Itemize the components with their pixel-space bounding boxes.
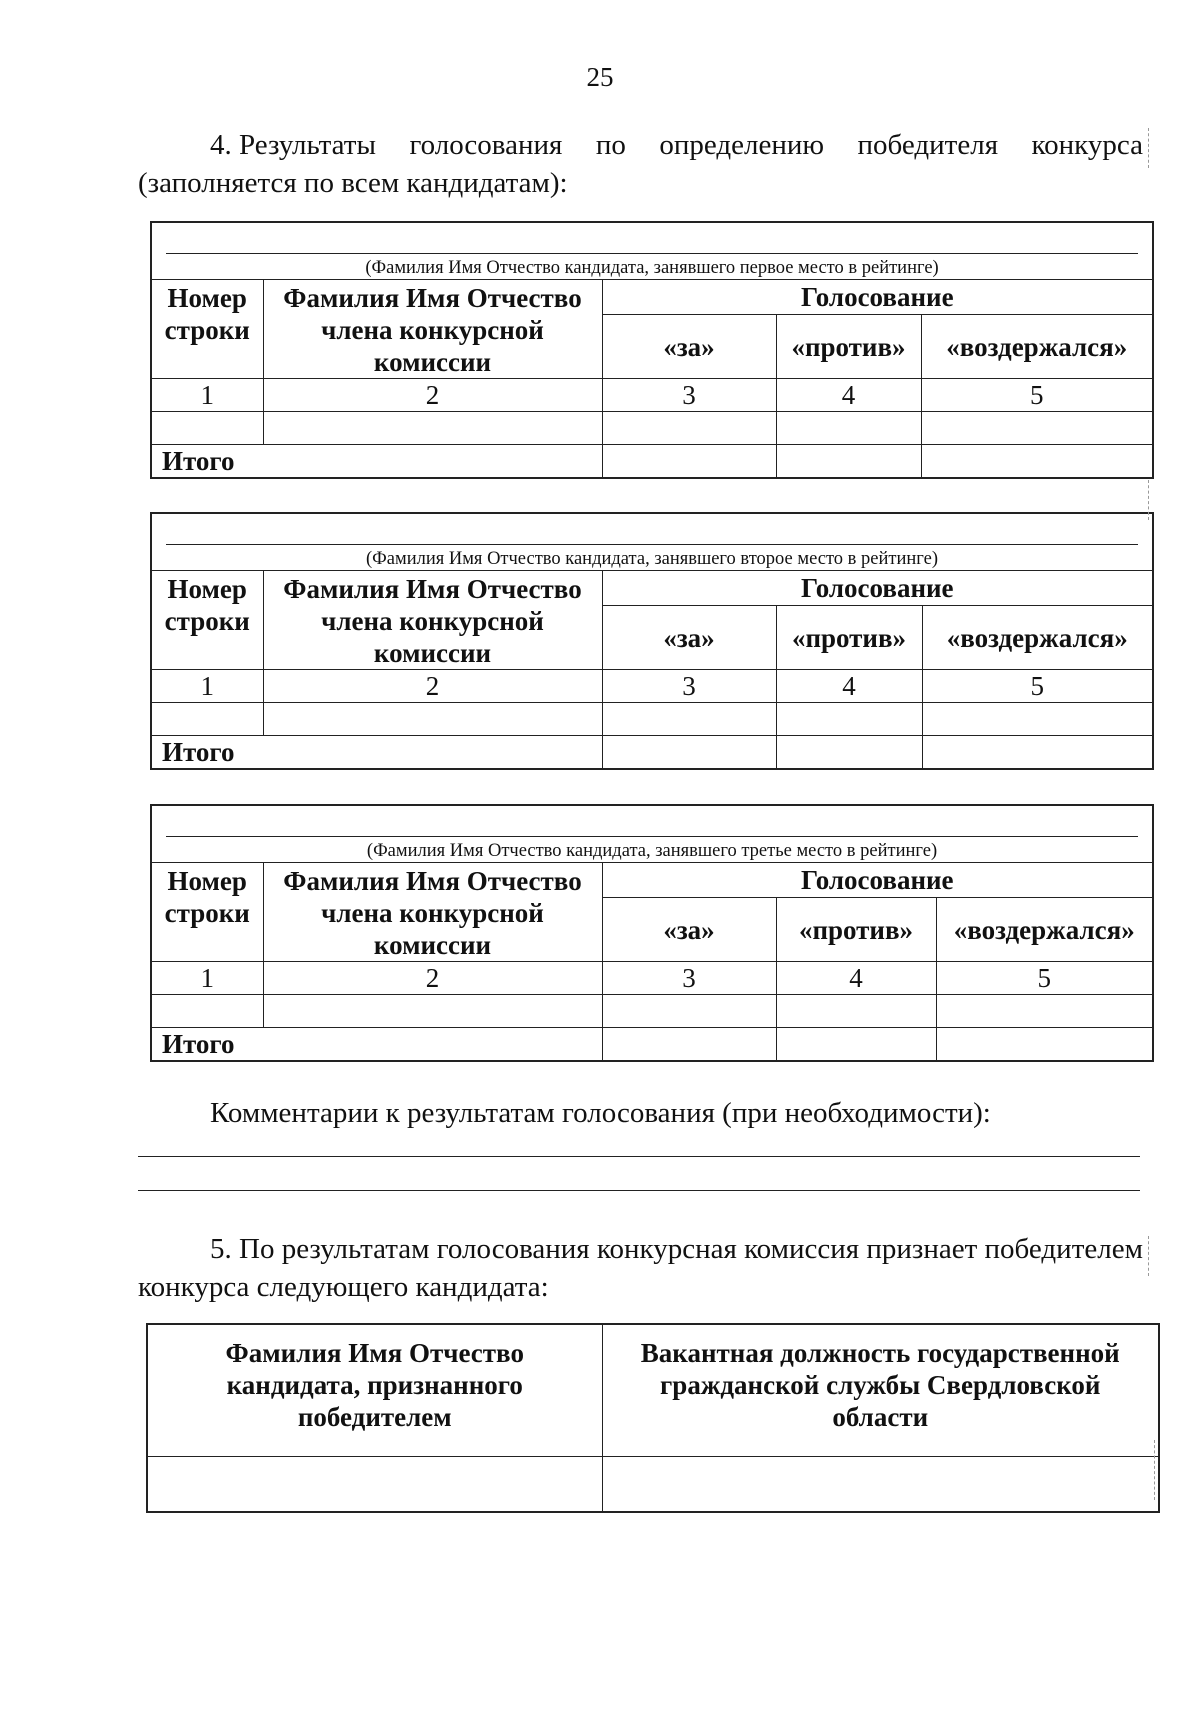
- total-label: Итого: [151, 736, 602, 770]
- empty-cell[interactable]: [602, 995, 776, 1028]
- header-voting: Голосование: [602, 863, 1153, 898]
- candidate-name-line: [166, 836, 1138, 837]
- candidate-name-caption: (Фамилия Имя Отчество кандидата, занявшего третье место в рейтинге): [366, 841, 938, 861]
- total-for-cell[interactable]: [602, 736, 776, 770]
- header-member-line2: члена конкурсной: [321, 315, 544, 345]
- total-abstained-cell[interactable]: [936, 1028, 1153, 1062]
- empty-cell[interactable]: [263, 412, 602, 445]
- comment-line[interactable]: [138, 1190, 1140, 1191]
- candidate-name-cell[interactable]: [151, 513, 1153, 571]
- comments-label: Комментарии к результатам голосования (при необходимости):: [210, 1097, 991, 1129]
- empty-cell[interactable]: [776, 703, 922, 736]
- header-row-number-line1: Номер: [167, 574, 247, 604]
- table-row: [151, 995, 1153, 1028]
- section-4-word: голосования: [409, 129, 563, 161]
- header-row-number-line1: Номер: [167, 866, 247, 896]
- total-against-cell[interactable]: [776, 445, 921, 479]
- candidate-name-cell[interactable]: [151, 805, 1153, 863]
- scan-artifact: [1148, 1236, 1149, 1276]
- section-4-word: по: [595, 129, 626, 161]
- empty-cell[interactable]: [922, 703, 1153, 736]
- table-row: [151, 703, 1153, 736]
- column-number: 5: [936, 962, 1153, 995]
- vacant-position-cell[interactable]: [602, 1457, 1159, 1513]
- section-5-heading: [138, 1230, 1148, 1306]
- candidate-name-caption: (Фамилия Имя Отчество кандидата, занявшего второе место в рейтинге): [366, 549, 938, 569]
- header-member-line1: Фамилия Имя Отчество: [283, 574, 582, 604]
- header-against: «против»: [776, 315, 921, 379]
- column-number: 1: [151, 379, 263, 412]
- empty-cell[interactable]: [776, 995, 936, 1028]
- header-vacant-position-line1: Вакантная должность государственной: [640, 1338, 1120, 1368]
- empty-cell[interactable]: [602, 703, 776, 736]
- header-row-number-line1: Номер: [167, 283, 247, 313]
- scan-artifact: [1148, 128, 1149, 168]
- column-number: 5: [921, 379, 1153, 412]
- header-winner-name-line1: Фамилия Имя Отчество: [225, 1338, 524, 1368]
- header-against: «против»: [776, 898, 936, 962]
- header-member-name: [263, 280, 602, 379]
- total-for-cell[interactable]: [602, 445, 776, 479]
- section-4-line-2: (заполняется по всем кандидатам):: [138, 167, 568, 199]
- empty-cell[interactable]: [151, 995, 263, 1028]
- header-member-line2: члена конкурсной: [321, 898, 544, 928]
- section-5-line-1: 5. По результатам голосования конкурсная комиссия признает победителем: [210, 1233, 1143, 1265]
- header-row-number: [151, 280, 263, 379]
- candidate-name-cell[interactable]: [151, 222, 1153, 280]
- section-4-line-1: [138, 126, 1143, 164]
- empty-cell[interactable]: [151, 412, 263, 445]
- section-4-word: определению: [659, 129, 825, 161]
- column-number: 3: [602, 379, 776, 412]
- candidate-name-line: [166, 544, 1138, 545]
- column-number: 3: [602, 962, 776, 995]
- column-number: 3: [602, 670, 776, 703]
- header-row-number-line2: строки: [164, 898, 250, 928]
- empty-cell[interactable]: [921, 412, 1153, 445]
- vote-table-third-place: [150, 804, 1154, 1062]
- column-number: 2: [263, 379, 602, 412]
- total-against-cell[interactable]: [776, 1028, 936, 1062]
- section-4-word: победителя: [857, 129, 999, 161]
- column-number: 1: [151, 962, 263, 995]
- candidate-name-line: [166, 253, 1138, 254]
- empty-cell[interactable]: [602, 412, 776, 445]
- header-abstained: «воздержался»: [922, 606, 1153, 670]
- header-row-number: [151, 571, 263, 670]
- header-row-number-line2: строки: [164, 315, 250, 345]
- total-for-cell[interactable]: [602, 1028, 776, 1062]
- total-abstained-cell[interactable]: [921, 445, 1153, 479]
- column-number: 2: [263, 962, 602, 995]
- header-for: «за»: [602, 315, 776, 379]
- header-winner-name: [147, 1324, 602, 1457]
- header-vacant-position-line3: области: [832, 1402, 929, 1432]
- empty-cell[interactable]: [936, 995, 1153, 1028]
- column-number: 5: [922, 670, 1153, 703]
- header-member-line3: комиссии: [373, 347, 492, 377]
- header-for: «за»: [602, 898, 776, 962]
- header-abstained: «воздержался»: [921, 315, 1153, 379]
- column-number: 2: [263, 670, 602, 703]
- winner-table: [146, 1323, 1160, 1513]
- header-vacant-position-line2: гражданской службы Свердловской: [660, 1370, 1101, 1400]
- vote-table-first-place: [150, 221, 1154, 479]
- section-4-word: 4. Результаты: [210, 129, 376, 161]
- scan-artifact: [1154, 1440, 1155, 1500]
- header-for: «за»: [602, 606, 776, 670]
- header-voting: Голосование: [602, 280, 1153, 315]
- header-abstained: «воздержался»: [936, 898, 1153, 962]
- header-winner-name-line2: кандидата, признанного: [226, 1370, 523, 1400]
- comment-line[interactable]: [138, 1156, 1140, 1157]
- header-member-name: [263, 571, 602, 670]
- header-member-line1: Фамилия Имя Отчество: [283, 283, 582, 313]
- section-4-heading: [138, 126, 1143, 202]
- total-abstained-cell[interactable]: [922, 736, 1153, 770]
- header-row-number: [151, 863, 263, 962]
- header-member-name: [263, 863, 602, 962]
- total-label: Итого: [151, 445, 602, 479]
- empty-cell[interactable]: [263, 995, 602, 1028]
- empty-cell[interactable]: [151, 703, 263, 736]
- vote-table-second-place: [150, 512, 1154, 770]
- header-member-line3: комиссии: [373, 638, 492, 668]
- column-number: 4: [776, 962, 936, 995]
- section-5-line-2: конкурса следующего кандидата:: [138, 1271, 549, 1303]
- candidate-name-caption: (Фамилия Имя Отчество кандидата, занявшего первое место в рейтинге): [365, 258, 939, 278]
- section-4-word: конкурса: [1031, 129, 1143, 161]
- page-number: 25: [586, 62, 614, 92]
- header-vacant-position: [602, 1324, 1159, 1457]
- column-number: 1: [151, 670, 263, 703]
- header-row-number-line2: строки: [164, 606, 250, 636]
- total-label: Итого: [151, 1028, 602, 1062]
- empty-cell[interactable]: [776, 412, 921, 445]
- empty-cell[interactable]: [263, 703, 602, 736]
- header-member-line3: комиссии: [373, 930, 492, 960]
- header-member-line2: члена конкурсной: [321, 606, 544, 636]
- header-voting: Голосование: [602, 571, 1153, 606]
- header-against: «против»: [776, 606, 922, 670]
- winner-name-cell[interactable]: [147, 1457, 602, 1513]
- table-row: [151, 412, 1153, 445]
- column-number: 4: [776, 670, 922, 703]
- column-number: 4: [776, 379, 921, 412]
- header-winner-name-line3: победителем: [297, 1402, 452, 1432]
- header-member-line1: Фамилия Имя Отчество: [283, 866, 582, 896]
- total-against-cell[interactable]: [776, 736, 922, 770]
- scan-artifact: [1148, 480, 1149, 520]
